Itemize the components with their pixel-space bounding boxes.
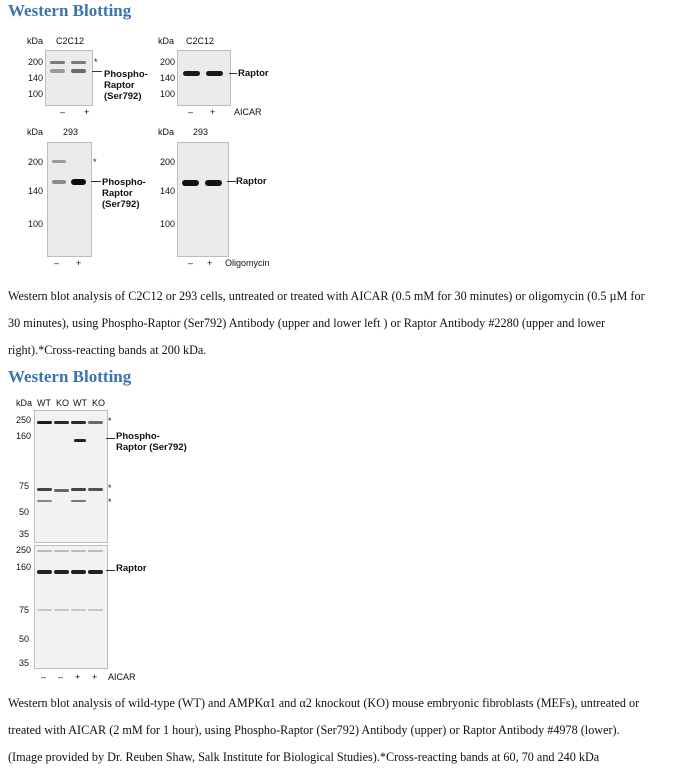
antibody-label: Raptor bbox=[236, 176, 267, 187]
marker-160: 160 bbox=[16, 562, 32, 572]
kda-label: kDa bbox=[27, 127, 44, 137]
lane-minus: – bbox=[60, 107, 66, 117]
marker-160: 160 bbox=[16, 431, 32, 441]
band bbox=[54, 570, 69, 574]
marker-50: 50 bbox=[19, 634, 30, 644]
band bbox=[54, 609, 69, 611]
antibody-label: Phospho- Raptor (Ser792) bbox=[104, 69, 148, 102]
figure-caption: Western blot analysis of C2C12 or 293 cells, untreated or treated with AICAR (0.5 mM for 30 minutes) or oligomycin (0.5 µM for 30 minutes), using Phospho-Raptor (Ser792) Antibody (upper and lower left ) or Raptor Antibody #2280 (upper and lower right).*Cross-reacting bands at 200 kDa. bbox=[8, 289, 645, 357]
blot-image-293-raptor bbox=[177, 142, 229, 257]
band bbox=[71, 488, 86, 491]
blot-image-c2c12-raptor bbox=[177, 50, 231, 106]
band bbox=[71, 69, 86, 73]
marker-200: 200 bbox=[160, 157, 176, 167]
band bbox=[54, 550, 69, 552]
lane-minus: – bbox=[54, 258, 60, 268]
band bbox=[50, 69, 65, 73]
marker-250: 250 bbox=[16, 415, 32, 425]
marker-140: 140 bbox=[28, 73, 44, 83]
treatment-label: Oligomycin bbox=[225, 258, 270, 268]
marker-35: 35 bbox=[19, 658, 30, 668]
band bbox=[54, 421, 69, 424]
lane-minus: – bbox=[188, 107, 194, 117]
marker-250: 250 bbox=[16, 545, 32, 555]
kda-label: kDa bbox=[16, 398, 33, 408]
band bbox=[71, 550, 86, 552]
band-pointer bbox=[227, 181, 236, 182]
lane-plus: + bbox=[75, 672, 81, 682]
kda-label: kDa bbox=[27, 36, 44, 46]
cross-reacting-star: * bbox=[108, 483, 112, 493]
marker-100: 100 bbox=[28, 219, 44, 229]
cross-reacting-star: * bbox=[108, 497, 112, 507]
kda-label: kDa bbox=[158, 36, 175, 46]
cross-reacting-star: * bbox=[108, 416, 112, 426]
cell-line-label: 293 bbox=[193, 127, 209, 137]
section1-heading: Western Blotting bbox=[8, 1, 132, 20]
band bbox=[206, 71, 223, 76]
antibody-label: Phospho- Raptor (Ser792) bbox=[116, 431, 187, 453]
marker-75: 75 bbox=[19, 605, 30, 615]
band bbox=[37, 570, 52, 574]
band bbox=[52, 180, 66, 184]
marker-75: 75 bbox=[19, 481, 30, 491]
band bbox=[37, 609, 52, 611]
blot-image-c2c12-phospho bbox=[45, 50, 93, 106]
band-pointer bbox=[229, 73, 237, 74]
cross-reacting-star: * bbox=[93, 157, 97, 167]
lane-minus: – bbox=[58, 672, 64, 682]
cell-line-label: C2C12 bbox=[56, 36, 85, 46]
band bbox=[71, 570, 86, 574]
cross-reacting-star: * bbox=[94, 57, 98, 67]
lane-plus: + bbox=[207, 258, 213, 268]
band bbox=[71, 179, 86, 185]
band bbox=[88, 421, 103, 424]
band-pointer bbox=[106, 438, 115, 439]
lane-minus: – bbox=[41, 672, 47, 682]
lane-plus: + bbox=[92, 672, 98, 682]
cell-line-label: C2C12 bbox=[186, 36, 215, 46]
marker-140: 140 bbox=[160, 73, 176, 83]
band bbox=[88, 570, 103, 574]
lane-plus: + bbox=[76, 258, 82, 268]
antibody-label: Raptor bbox=[238, 68, 269, 79]
treatment-label: AICAR bbox=[234, 107, 262, 117]
band bbox=[71, 609, 86, 611]
band bbox=[50, 61, 65, 64]
cell-line-label: 293 bbox=[63, 127, 79, 137]
marker-100: 100 bbox=[160, 89, 176, 99]
band bbox=[71, 421, 86, 424]
lane-plus: + bbox=[210, 107, 216, 117]
band bbox=[88, 609, 103, 611]
marker-200: 200 bbox=[160, 57, 176, 67]
band bbox=[37, 421, 52, 424]
band bbox=[71, 500, 86, 502]
genotype-ko: KO bbox=[92, 398, 106, 408]
antibody-label: Raptor bbox=[116, 563, 147, 574]
band bbox=[74, 439, 86, 442]
band bbox=[37, 500, 52, 502]
band bbox=[183, 71, 200, 76]
band bbox=[205, 180, 222, 186]
blot-image-mef-raptor bbox=[34, 545, 108, 669]
genotype-wt: WT bbox=[37, 398, 51, 408]
marker-50: 50 bbox=[19, 507, 30, 517]
band bbox=[37, 550, 52, 552]
lane-minus: – bbox=[188, 258, 194, 268]
marker-140: 140 bbox=[160, 186, 176, 196]
marker-100: 100 bbox=[28, 89, 44, 99]
blot-image-mef-phospho bbox=[34, 410, 108, 543]
blot-image-293-phospho bbox=[47, 142, 92, 257]
genotype-wt: WT bbox=[73, 398, 87, 408]
genotype-ko: KO bbox=[56, 398, 70, 408]
section2-heading: Western Blotting bbox=[8, 367, 132, 386]
band bbox=[54, 489, 69, 492]
band-pointer bbox=[92, 71, 102, 72]
antibody-label: Phospho- Raptor (Ser792) bbox=[102, 177, 146, 210]
band bbox=[88, 488, 103, 491]
band bbox=[88, 550, 103, 552]
marker-100: 100 bbox=[160, 219, 176, 229]
figure-caption: Western blot analysis of wild-type (WT) and AMPKα1 and α2 knockout (KO) mouse embryonic fibroblasts (MEFs), untreated or treated with AICAR (2 mM for 1 hour), using Phospho-Raptor (Ser792) Antibody (upper) or Raptor Antibody #4978 (lower). (Image provided by Dr. Reuben Shaw, Salk Institute for Biological Studies).*Cross-reacting bands at 60, 70 and 240 kDa bbox=[8, 696, 640, 764]
marker-200: 200 bbox=[28, 57, 44, 67]
marker-35: 35 bbox=[19, 529, 30, 539]
marker-200: 200 bbox=[28, 157, 44, 167]
band-pointer bbox=[91, 181, 101, 182]
band-pointer bbox=[106, 570, 115, 571]
marker-140: 140 bbox=[28, 186, 44, 196]
kda-label: kDa bbox=[158, 127, 175, 137]
treatment-label: AICAR bbox=[108, 672, 136, 682]
band bbox=[71, 61, 86, 64]
band bbox=[182, 180, 199, 186]
lane-plus: + bbox=[84, 107, 90, 117]
band bbox=[52, 160, 66, 163]
band bbox=[37, 488, 52, 491]
